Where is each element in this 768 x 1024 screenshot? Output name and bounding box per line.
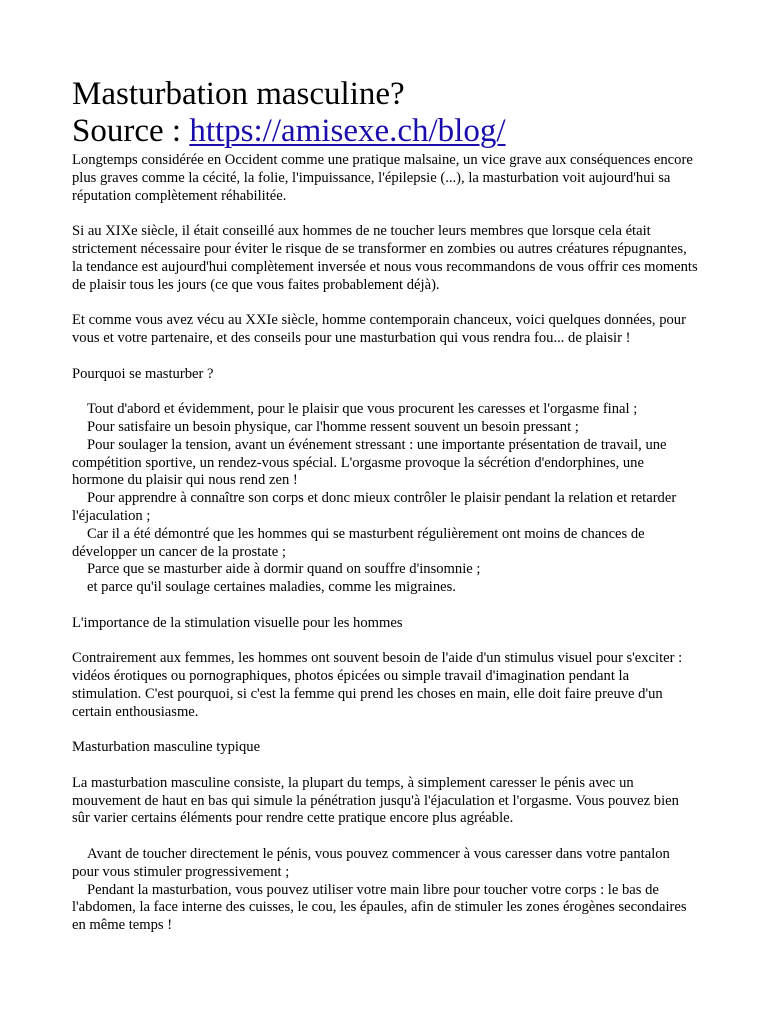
page-title: Masturbation masculine? [72,76,405,112]
intro-paragraph: Longtemps considérée en Occident comme une pratique malsaine, un vice grave aux conséquences encore plus graves comme la cécité, la folie, l'impuissance, l'épilepsie (...), la masturbation voit aujourd'hui sa réputation complètement réhabilitée. [72,152,693,204]
list-item: Pour soulager la tension, avant un événement stressant : une importante présentation de travail, une compétition sportive, un rendez-vous spécial. L'orgasme provoque la sécrétion d'endorphines, une hormone du plaisir qui nous rend zen ! [72,436,667,489]
reasons-list [72,401,698,597]
section-heading-visual: L'importance de la stimulation visuelle pour les hommes [72,614,403,631]
list-item: Pour apprendre à connaître son corps et donc mieux contrôler le plaisir pendant la relation et retarder l'éjaculation ; [72,490,677,524]
source-label: Source : [72,113,190,149]
list-item: et parce qu'il soulage certaines maladies, comme les migraines. [87,579,456,596]
contemporary-paragraph: Et comme vous avez vécu au XXIe siècle, homme contemporain chanceux, voici quelques données, pour vous et votre partenaire, et des conseils pour une masturbation qui vous rendra fou... de plaisir ! [72,312,686,346]
visual-paragraph: Contrairement aux femmes, les hommes ont souvent besoin de l'aide d'un stimulus visuel pour s'exciter : vidéos érotiques ou pornographiques, photos épicées ou simple travail d'imagination pendant la stimulation. C'est pourquoi, si c'est la femme qui prend les choses en main, elle doit faire preuve d'un certain enthousiasme. [72,650,683,720]
source-link[interactable]: https://amisexe.ch/blog/ [189,113,506,149]
history-paragraph: Si au XIXe siècle, il était conseillé aux hommes de ne toucher leurs membres que lorsque cela était strictement nécessaire pour éviter le risque de se transformer en zombies ou autres créatures répugnantes, la tendance est aujourd'hui complètement inversée et nous vous recommandons de vous offrir ces moments de plaisir tous les jours (ce que vous faites probablement déjà). [72,223,698,293]
source-line [72,113,698,150]
list-item: Tout d'abord et évidemment, pour le plaisir que vous procurent les caresses et l'orgasme final ; [87,401,638,418]
document-page [72,76,698,953]
list-item: Pour satisfaire un besoin physique, car l'homme ressent souvent un besoin pressant ; [87,418,579,435]
list-item: Pendant la masturbation, vous pouvez utiliser votre main libre pour toucher votre corps : le bas de l'abdomen, la face interne des cuisses, le cou, les épaules, afin de stimuler les zones érogènes secondaires en même temps ! [72,881,687,934]
section-heading-typical: Masturbation masculine typique [72,739,261,756]
typical-paragraph: La masturbation masculine consiste, la plupart du temps, à simplement caresser le pénis avec un mouvement de haut en bas qui simule la pénétration jusqu'à l'éjaculation et l'orgasme. Vous pouvez bien sûr varier certains éléments pour rendre cette pratique encore plus agréable. [72,774,679,827]
article-body [72,152,698,935]
list-item: Avant de toucher directement le pénis, vous pouvez commencer à vous caresser dans votre pantalon pour vous stimuler progressivement ; [72,846,670,880]
list-item: Parce que se masturber aide à dormir quand on souffre d'insomnie ; [87,561,481,578]
list-item: Car il a été démontré que les hommes qui se masturbent régulièrement ont moins de chances de développer un cancer de la prostate ; [72,525,645,560]
tips-list [72,846,698,935]
section-heading-why: Pourquoi se masturber ? [72,365,214,382]
